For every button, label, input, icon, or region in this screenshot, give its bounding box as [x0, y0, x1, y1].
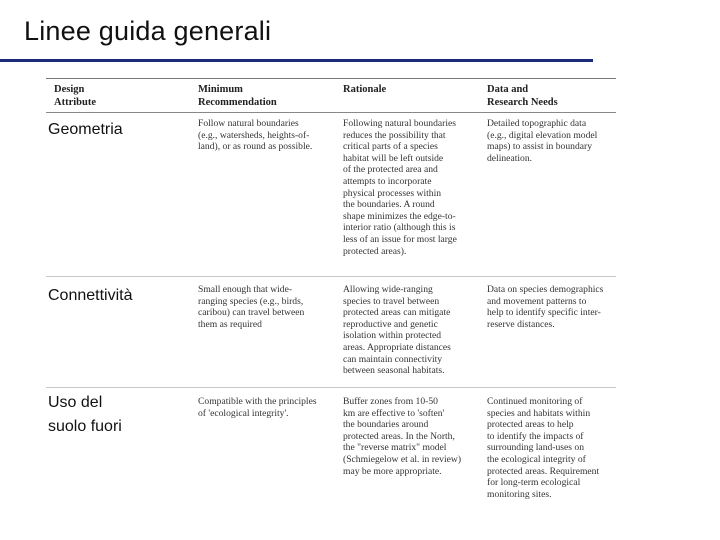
row1-rationale: Following natural boundaries reduces the possibility that critical parts of a species habitat will be left outside of the protected area and attempts to incorporate physical processes within the boundaries. A round shape minimizes the edge-to- interior ratio (although this is less of an issue for most large protected areas).: [343, 118, 457, 257]
table-header-rule: [46, 112, 616, 113]
row1-recommendation: Follow natural boundaries (e.g., watersheds, heights-of- land), or as round as possible.: [198, 118, 313, 153]
header-research-needs: Data and Research Needs: [487, 84, 558, 108]
row2-research-needs: Data on species demographics and movement patterns to help to identify specific inter- reserve distances.: [487, 284, 604, 330]
row1-research-needs: Detailed topographic data (e.g., digital elevation model maps) to assist in boundary delineation.: [487, 118, 598, 164]
header-rationale: Rationale: [343, 84, 387, 95]
row-label-geometria: Geometria: [48, 121, 123, 138]
title-underline: [0, 59, 593, 62]
slide-title: Linee guida generali: [24, 16, 272, 46]
row2-rationale: Allowing wide-ranging species to travel between protected areas can mitigate reproductive and genetic isolation within protected areas. Appropriate distances can maintain connectivity between seasonal habitats.: [343, 284, 451, 377]
row2-recommendation: Small enough that wide- ranging species (e.g., birds, caribou) can travel between them as required: [198, 284, 305, 330]
row-label-connettivita: Connettività: [48, 287, 133, 304]
header-design-attribute: Design Attribute: [54, 84, 96, 108]
row3-rationale: Buffer zones from 10-50 km are effective to 'soften' the boundaries around protected areas. In the North, the "reverse matrix" model (Schmiegelow et al. in review) may be more appropriate.: [343, 396, 462, 477]
table-top-rule: [46, 78, 616, 79]
header-minimum-recommendation: Minimum Recommendation: [198, 84, 277, 108]
row-label-uso-del-suolo: Uso del suolo fuori: [48, 394, 122, 435]
row-separator: [46, 276, 616, 277]
row3-research-needs: Continued monitoring of species and habitats within protected areas to help to identify the impacts of surrounding land-uses on the ecological integrity of protected areas. Requirement for long-term ecological monitoring sites.: [487, 396, 600, 500]
row3-recommendation: Compatible with the principles of 'ecological integrity'.: [198, 396, 317, 419]
row-separator: [46, 387, 616, 388]
